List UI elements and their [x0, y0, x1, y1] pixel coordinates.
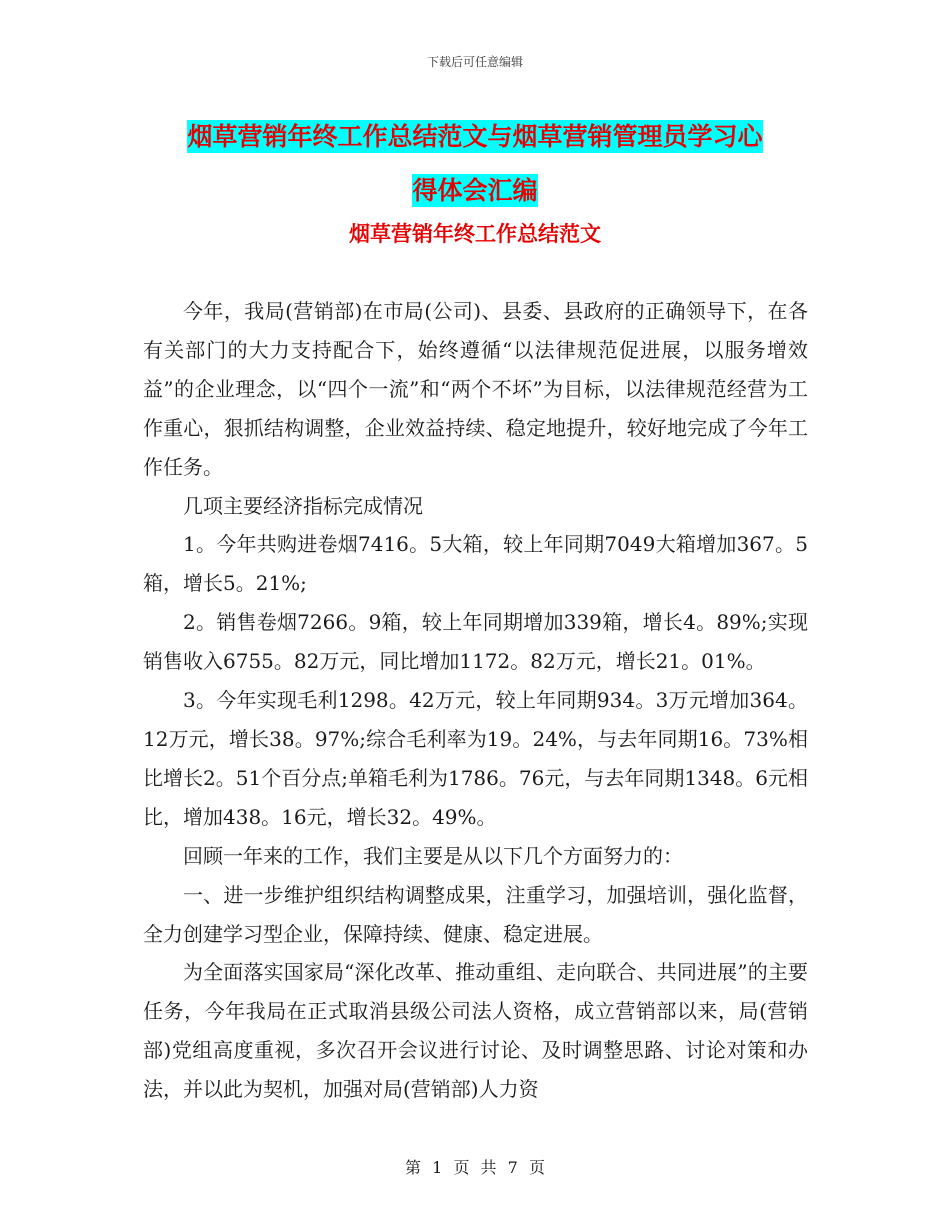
footer-page-total-label: 共 [480, 1158, 497, 1177]
paragraph: 为全面落实国家局“深化改革、推动重组、走向联合、共同进展”的主要任务，今年我局在正式取消县级公司法人资格，成立营销部以来，局(营销部)党组高度重视，多次召开会议进行讨论、及时调整思路、讨论对策和办法，并以此为契机，加强对局(营销部)人力资 [143, 960, 808, 1102]
footer-page-pre: 第 [405, 1158, 422, 1177]
footer-page-total: 7 [507, 1158, 518, 1177]
footer-page-mid: 页 [453, 1158, 470, 1177]
document-title-line1: 烟草营销年终工作总结范文与烟草营销管理员学习心 [187, 122, 763, 151]
paragraph: 1。今年共购进卷烟7416。5大箱，较上年同期7049大箱增加367。5箱，增长5。21%; [143, 532, 808, 596]
paragraph: 3。今年实现毛利1298。42万元，较上年同期934。3万元增加364。12万元，增长38。97%;综合毛利率为19。24%，与去年同期16。73%相比增长2。51个百分点;单箱毛利为1786。76元，与去年同期1348。6元相比，增加438。16元，增长32。49%。 [143, 688, 808, 829]
paragraph: 2。销售卷烟7266。9箱，较上年同期增加339箱，增长4。89%;实现销售收入6755。82万元，同比增加1172。82万元，增长21。01%。 [143, 610, 808, 674]
page-header-note: 下载后可任意编辑 [426, 55, 523, 69]
footer-page-current: 1 [432, 1158, 443, 1177]
paragraph: 今年，我局(营销部)在市局(公司)、县委、县政府的正确领导下，在各有关部门的大力支持配合下，始终遵循“以法律规范促进展，以服务增效益”的企业理念，以“四个一流”和“两个不坏”为目标，以法律规范经营为工作重心，狠抓结构调整，企业效益持续、稳定地提升，较好地完成了今年工作任务。 [143, 299, 808, 479]
document-title [150, 110, 800, 218]
page-footer [0, 1155, 950, 1178]
paragraph: 一、进一步维护组织结构调整成果，注重学习，加强培训，强化监督，全力创建学习型企业，保障持续、健康、稳定进展。 [143, 882, 808, 946]
paragraph: 几项主要经济指标完成情况 [183, 493, 423, 518]
paragraph: 回顾一年来的工作，我们主要是从以下几个方面努力的： [183, 843, 683, 868]
document-title-line2: 得体会汇编 [412, 176, 538, 205]
section-title: 烟草营销年终工作总结范文 [349, 221, 601, 246]
footer-page-post: 页 [528, 1158, 545, 1177]
document-body [143, 292, 808, 1109]
